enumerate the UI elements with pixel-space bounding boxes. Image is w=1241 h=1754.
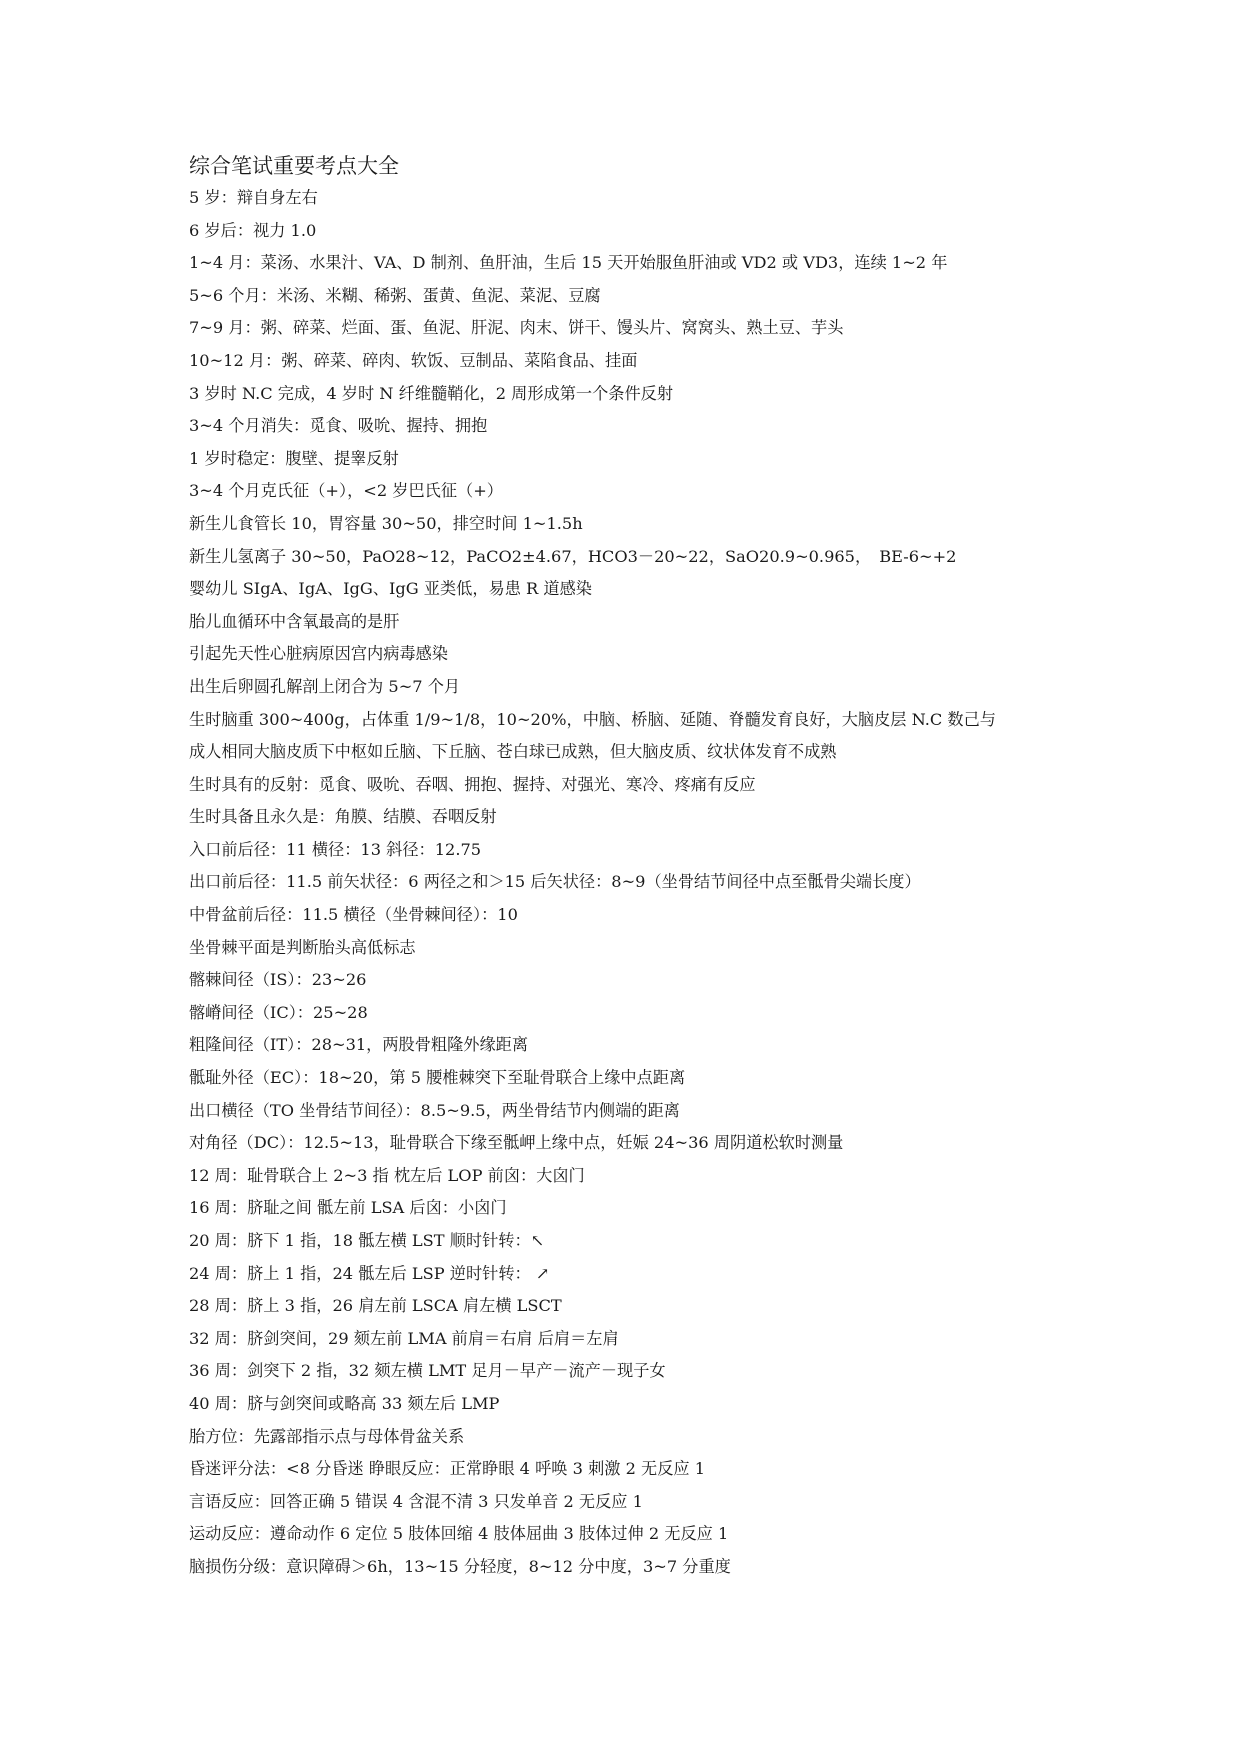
text-line: 3 岁时 N.C 完成，4 岁时 N 纤维髓鞘化，2 周形成第一个条件反射	[189, 383, 674, 403]
document-title: 综合笔试重要考点大全	[189, 154, 399, 178]
text-line: 坐骨棘平面是判断胎头高低标志	[189, 937, 416, 957]
text-line: 髂嵴间径（IC）：25~28	[189, 1002, 368, 1022]
text-line: 生时具备且永久是：角膜、结膜、吞咽反射	[189, 807, 497, 827]
text-line: 入口前后径：11 横径：13 斜径：12.75	[189, 839, 482, 859]
text-line: 出口横径（TO 坐骨结节间径）：8.5~9.5，两坐骨结节内侧端的距离	[189, 1100, 680, 1120]
document-body	[189, 150, 1089, 1584]
text-line: 胎儿血循环中含氧最高的是肝	[189, 611, 400, 631]
text-line: 20 周：脐下 1 指，18 骶左横 LST 顺时针转：↖	[189, 1231, 545, 1250]
text-line: 出口前后径：11.5 前矢状径：6 两径之和＞15 后矢状径：8~9（坐骨结节间径中点至骶骨尖端长度）	[189, 872, 921, 892]
text-line: 7~9 月：粥、碎菜、烂面、蛋、鱼泥、肝泥、肉末、饼干、馒头片、窝窝头、熟土豆、芋头	[189, 318, 844, 338]
text-line: 1 岁时稳定：腹壁、提睾反射	[189, 448, 399, 468]
text-line: 6 岁后：视力 1.0	[189, 220, 317, 240]
text-line: 新生儿氢离子 30~50，PaO28~12，PaCO2±4.67，HCO3－20~22，SaO20.9~0.965， BE-6~+2	[189, 546, 957, 566]
text-line: 32 周：脐剑突间，29 颏左前 LMA 前肩＝右肩 后肩＝左肩	[189, 1328, 619, 1348]
text-line: 骶耻外径（EC）：18~20，第 5 腰椎棘突下至耻骨联合上缘中点距离	[189, 1068, 686, 1088]
text-line: 对角径（DC）：12.5~13，耻骨联合下缘至骶岬上缘中点，妊娠 24~36 周阴道松软时测量	[189, 1133, 844, 1153]
text-line: 昏迷评分法：<8 分昏迷 睁眼反应：正常睁眼 4 呼唤 3 刺激 2 无反应 1	[189, 1459, 706, 1479]
text-line: 5 岁：辩自身左右	[189, 188, 318, 207]
text-line: 新生儿食管长 10，胃容量 30~50，排空时间 1~1.5h	[189, 513, 583, 533]
text-line: 胎方位：先露部指示点与母体骨盆关系	[189, 1426, 465, 1446]
text-line: 引起先天性心脏病原因宫内病毒感染	[189, 644, 448, 664]
text-line: 言语反应：回答正确 5 错误 4 含混不清 3 只发单音 2 无反应 1	[189, 1491, 643, 1511]
text-line: 1~4 月：菜汤、水果汁、VA、D 制剂、鱼肝油，生后 15 天开始服鱼肝油或 VD2 或 VD3，连续 1~2 年	[189, 253, 948, 273]
text-line: 3~4 个月消失：觅食、吸吮、握持、拥抱	[189, 416, 488, 436]
text-line: 40 周：脐与剑突间或略高 33 颏左后 LMP	[189, 1393, 500, 1413]
text-line: 10~12 月：粥、碎菜、碎肉、软饭、豆制品、菜陷食品、挂面	[189, 350, 638, 370]
text-line: 生时脑重 300~400g，占体重 1/9~1/8，10~20%，中脑、桥脑、延随、脊髓发育良好，大脑皮层 N.C 数己与	[189, 709, 996, 729]
text-line: 髂棘间径（IS）：23~26	[189, 970, 367, 990]
text-line: 28 周：脐上 3 指，26 肩左前 LSCA 肩左横 LSCT	[189, 1296, 562, 1316]
text-line: 生时具有的反射：觅食、吸吮、吞咽、拥抱、握持、对强光、寒冷、疼痛有反应	[189, 774, 756, 794]
text-line: 成人相同大脑皮质下中枢如丘脑、下丘脑、苍白球已成熟，但大脑皮质、纹状体发育不成熟	[189, 742, 837, 762]
document-lines	[189, 182, 1089, 1584]
text-line: 3~4 个月克氏征（+），<2 岁巴氏征（+）	[189, 481, 503, 501]
text-line: 12 周：耻骨联合上 2~3 指 枕左后 LOP 前囟：大囟门	[189, 1165, 585, 1185]
text-line: 粗隆间径（IT）：28~31，两股骨粗隆外缘距离	[189, 1035, 529, 1055]
text-line: 5~6 个月：米汤、米糊、稀粥、蛋黄、鱼泥、菜泥、豆腐	[189, 285, 601, 305]
text-line: 运动反应：遵命动作 6 定位 5 肢体回缩 4 肢体屈曲 3 肢体过伸 2 无反应 1	[189, 1524, 729, 1544]
text-line: 16 周：脐耻之间 骶左前 LSA 后囟：小囟门	[189, 1198, 507, 1218]
text-line: 婴幼儿 SIgA、IgA、IgG、IgG 亚类低，易患 R 道感染	[189, 579, 592, 599]
text-line: 出生后卵圆孔解剖上闭合为 5~7 个月	[189, 676, 461, 696]
text-line: 中骨盆前后径：11.5 横径（坐骨棘间径）：10	[189, 905, 518, 925]
text-line: 24 周：脐上 1 指，24 骶左后 LSP 逆时针转： ↗	[189, 1263, 550, 1283]
text-line: 脑损伤分级：意识障碍＞6h，13~15 分轻度，8~12 分中度，3~7 分重度	[189, 1556, 731, 1576]
text-line: 36 周：剑突下 2 指，32 颏左横 LMT 足月－早产－流产－现子女	[189, 1361, 666, 1381]
